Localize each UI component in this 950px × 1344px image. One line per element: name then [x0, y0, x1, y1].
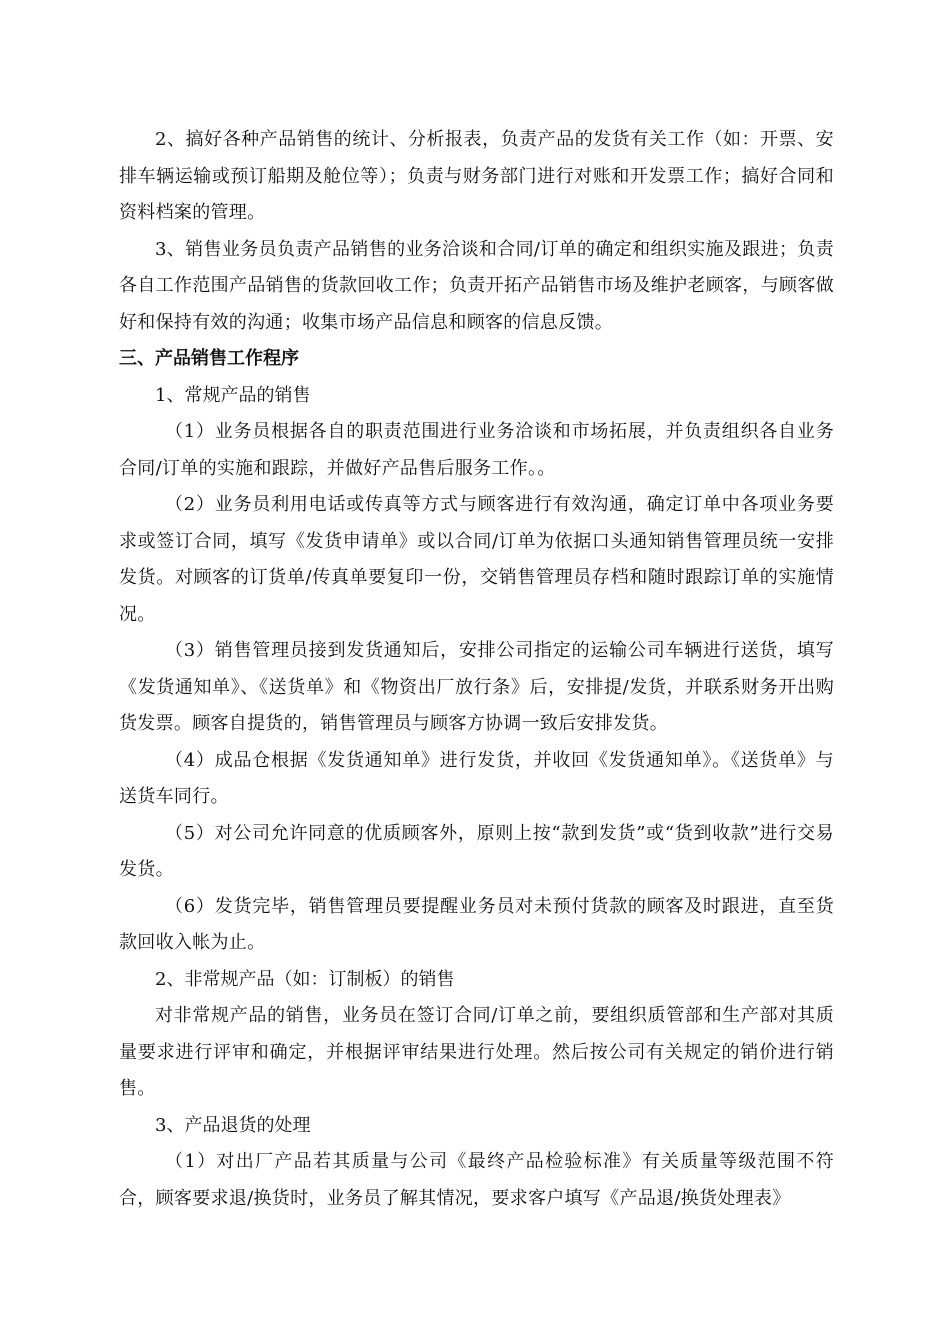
subheading-custom-sales: 2、非常规产品（如：订制板）的销售	[155, 968, 455, 990]
section-heading-3: 三、产品销售工作程序	[119, 348, 299, 369]
paragraph-step-3: （3）销售管理员接到发货通知后，安排公司指定的运输公司车辆进行送货，填写《发货通知单》、《送货单》和《物资出厂放行条》后，安排提/发货，并联系财务开出购货发票。顾客自提货的，销售管理员与顾客方协调一致后安排发货。	[119, 640, 834, 734]
paragraph-step-1: （1）业务员根据各自的职责范围进行业务洽谈和市场拓展，并负责组织各自业务合同/订单的实施和跟踪，并做好产品售后服务工作。。	[119, 421, 834, 479]
subheading-returns: 3、产品退货的处理	[155, 1114, 311, 1136]
paragraph-custom-sales: 对非常规产品的销售，业务员在签订合同/订单之前，要组织质管部和生产部对其质量要求进行评审和确定，并根据评审结果进行处理。然后按公司有关规定的销价进行销售。	[119, 1005, 834, 1099]
paragraph-duty-2: 2、搞好各种产品销售的统计、分析报表，负责产品的发货有关工作（如：开票、安排车辆运输或预订船期及舱位等）；负责与财务部门进行对账和开发票工作；搞好合同和资料档案的管理。	[119, 129, 834, 223]
paragraph-return-step-1: （1）对出厂产品若其质量与公司《最终产品检验标准》有关质量等级范围不符合，顾客要求退/换货时，业务员了解其情况，要求客户填写《产品退/换货处理表》	[119, 1151, 834, 1209]
paragraph-step-4: （4）成品仓根据《发货通知单》进行发货，并收回《发货通知单》。《送货单》与送货车同行。	[119, 749, 834, 807]
document-page	[119, 122, 834, 1217]
subheading-regular-sales: 1、常规产品的销售	[155, 384, 311, 406]
paragraph-step-6: （6）发货完毕，销售管理员要提醒业务员对未预付货款的顾客及时跟进，直至货款回收入帐为止。	[119, 895, 834, 953]
paragraph-duty-3: 3、销售业务员负责产品销售的业务洽谈和合同/订单的确定和组织实施及跟进；负责各自工作范围产品销售的货款回收工作；负责开拓产品销售市场及维护老顾客，与顾客做好和保持有效的沟通；收集市场产品信息和顾客的信息反馈。	[119, 238, 834, 333]
paragraph-step-2: （2）业务员利用电话或传真等方式与顾客进行有效沟通，确定订单中各项业务要求或签订合同，填写《发货申请单》或以合同/订单为依据口头通知销售管理员统一安排发货。对顾客的订货单/传真单要复印一份，交销售管理员存档和随时跟踪订单的实施情况。	[119, 494, 834, 625]
paragraph-step-5: （5）对公司允许同意的优质顾客外，原则上按“款到发货”或“货到收款”进行交易发货。	[119, 822, 834, 880]
